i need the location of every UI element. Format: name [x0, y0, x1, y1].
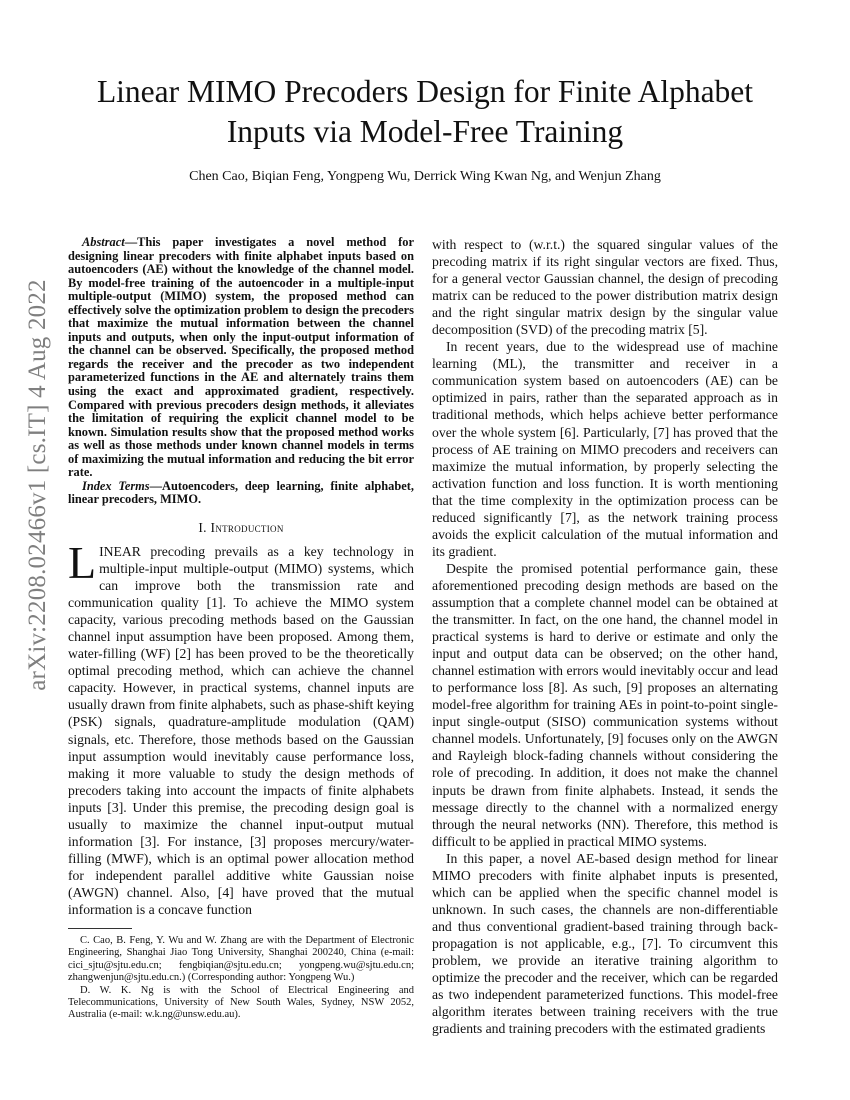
intro-first-word: INEAR	[99, 543, 141, 559]
arxiv-stamp-text: arXiv:2208.02466v1 [cs.IT] 4 Aug 2022	[24, 279, 52, 691]
section-title: Introduction	[210, 519, 284, 535]
right-column	[432, 236, 778, 1037]
arxiv-stamp	[22, 279, 54, 691]
footnotes	[68, 935, 414, 1022]
section-heading-introduction	[68, 519, 414, 536]
index-terms-body: Autoencoders, deep learning, finite alphabet, linear precoders, MIMO.	[68, 478, 414, 507]
abstract-lead: Abstract	[82, 235, 125, 249]
title-line-1: Linear MIMO Precoders Design for Finite Alphabet	[96, 74, 754, 109]
section-numeral: I.	[198, 519, 207, 535]
intro-paragraph-2: In recent years, due to the widespread use of machine learning (ML), the transmitter and receiver in a communication system based on autoencoders (AE) can be optimized in pairs, rather than the separated approach as in traditional methods, which helps achieve better performance over the whole system [6]. Particularly, [7] has proved that the process of AE training on MIMO precoders and receivers can maximize the mutual information, by properly selecting the activation function and loss function. It is worth mentioning that the time complexity in the optimization process can be reduced significantly [7], as the network training process avoids the explicit calculation of the mutual information and its gradient.	[432, 339, 778, 559]
footnote-affiliation-1: C. Cao, B. Feng, Y. Wu and W. Zhang are with the Department of Electronic Engineering, Shanghai Jiao Tong University, Shanghai 200240, China (e-mail: cici_sjtu@sjtu.edu.cn; fengbiqian@sjtu.edu.cn; yongpeng.wu@sjtu.edu.cn; zhangwenjun@sjtu.edu.cn.) (Corresponding author: Yongpeng Wu.)	[68, 935, 414, 984]
intro-paragraph-1-continued: with respect to (w.r.t.) the squared singular values of the precoding matrix if its right singular vectors are fixed. Thus, for a general vector Gaussian channel, the design of precoding matrix can be reduced to the power distribution matrix design and the right singular matrix design by the singular value decomposition (SVD) of the precoding matrix [5].	[432, 237, 778, 338]
intro-paragraph-1-text: precoding prevails as a key technology in multiple-input multiple-output (MIMO) systems, which can improve both the transmission rate and communication quality [1]. To achieve the MIMO system capacity, various precoding methods based on the Gaussian channel input assumption have been proposed. Among them, water-filling (WF) [2] has been proved to be the theoretically optimal precoding method, which can achieve the channel capacity. However, in practical systems, channel inputs are usually drawn from finite alphabets, such as phase-shift keying (PSK) signals, quadrature-amplitude modulation (QAM) signals, etc. Therefore, those methods based on the Gaussian input assumption would inevitably cause performance loss, making it more valuable to study the design methods of precoders taking into account the impacts of finite alphabets inputs [3]. Under this premise, the precoding design goal is usually to maximize the channel input-output mutual information [3]. For instance, [3] proposes mercury/water-filling (MWF), which is an optimal power allocation method for independent parallel additive white Gaussian noise (AWGN) channel. Also, [4] have proved that the mutual information is a concave function	[68, 543, 414, 917]
intro-paragraph-1	[68, 536, 414, 918]
paper-title	[40, 72, 810, 152]
index-terms-lead: Index Terms	[82, 478, 150, 493]
abstract: Abstract—This paper investigates a novel method for designing linear precoders with finite alphabet inputs based on autoencoders (AE) without the knowledge of the channel model. By model-free training of the autoencoder in a multiple-input multiple-output (MIMO) system, the proposed method can effectively solve the optimization problem to design the precoders that maximize the mutual information between the channel inputs and outputs, when only the input-output information of the channel can be observed. Specifically, the proposed method regards the receiver and the precoder as two independent parameterized functions in the AE and alternately trains them using the exact and approximated gradient, respectively. Compared with previous precoders design methods, it alleviates the limitation of requiring the explicit channel model to be known. Simulation results show that the proposed method works as well as those methods under known channel models in terms of maximizing the mutual information and reducing the bit error rate.	[68, 235, 414, 480]
intro-paragraph-4: In this paper, a novel AE-based design method for linear MIMO precoders with finite alphabet inputs is presented, which can be applied when the specific channel model is unknown. In such cases, the channels are non-differentiable and thus conventional gradient-based training through back-propagation is not applicable, e.g., [7]. To circumvent this problem, we provide an iterative training algorithm to optimize the precoder and the receiver, which can be regarded as two independent parameterized functions. This model-free algorithm iterates between training receivers with the true gradients and training precoders with the estimated gradients	[432, 850, 778, 1037]
abstract-body: This paper investigates a novel method for designing linear precoders with finite alphabet inputs based on autoencoders (AE) without the knowledge of the channel model. By model-free training of the autoencoder in a multiple-input multiple-output (MIMO) system, the proposed method can effectively solve the optimization problem to design the precoders that maximize the mutual information between the channel inputs and outputs, when only the input-output information of the channel can be observed. Specifically, the proposed method regards the receiver and the precoder as two independent parameterized functions in the AE and alternately trains them using the exact and approximated gradient, respectively. Compared with previous precoders design methods, it alleviates the limitation of requiring the explicit channel model to be known. Simulation results show that the proposed method works as well as those methods under known channel models in terms of maximizing the mutual information and reducing the bit error rate.	[68, 235, 414, 480]
author-list: Chen Cao, Biqian Feng, Yongpeng Wu, Derrick Wing Kwan Ng, and Wenjun Zhang	[189, 169, 661, 184]
footnote-affiliation-2: D. W. K. Ng is with the School of Electrical Engineering and Telecommunications, University of New South Wales, Sydney, NSW 2052, Australia (e-mail: w.k.ng@unsw.edu.au).	[68, 984, 414, 1021]
drop-cap: L	[68, 536, 97, 588]
title-line-2: Inputs via Model-Free Training	[226, 114, 624, 149]
footnote-divider	[68, 928, 132, 929]
index-terms: Index Terms—Autoencoders, deep learning, finite alphabet, linear precoders, MIMO.	[68, 478, 414, 507]
intro-paragraph-3: Despite the promised potential performance gain, these aforementioned precoding design methods are based on the assumption that a complete channel model can be obtained at the transmitter. In fact, on the one hand, the channel model in practical systems is hard to derive or estimate and only the input and output data can be observed; on the other hand, channel estimation with errors would inevitably occur and lead to performance loss [8]. As such, [9] proposes an alternating model-free algorithm for training AEs in point-to-point single-input single-output (SISO) communication systems without channel models. Unfortunately, [9] focuses only on the AWGN and Rayleigh block-fading channels without considering the role of precoding. In addition, it does not make the channel inputs be drawn from finite alphabets. Instead, it sends the message directly to the channel with a normalized energy through the neural networks (NN). Therefore, this method is difficult to be applied in practical MIMO systems.	[432, 560, 778, 849]
left-column	[68, 236, 414, 1022]
